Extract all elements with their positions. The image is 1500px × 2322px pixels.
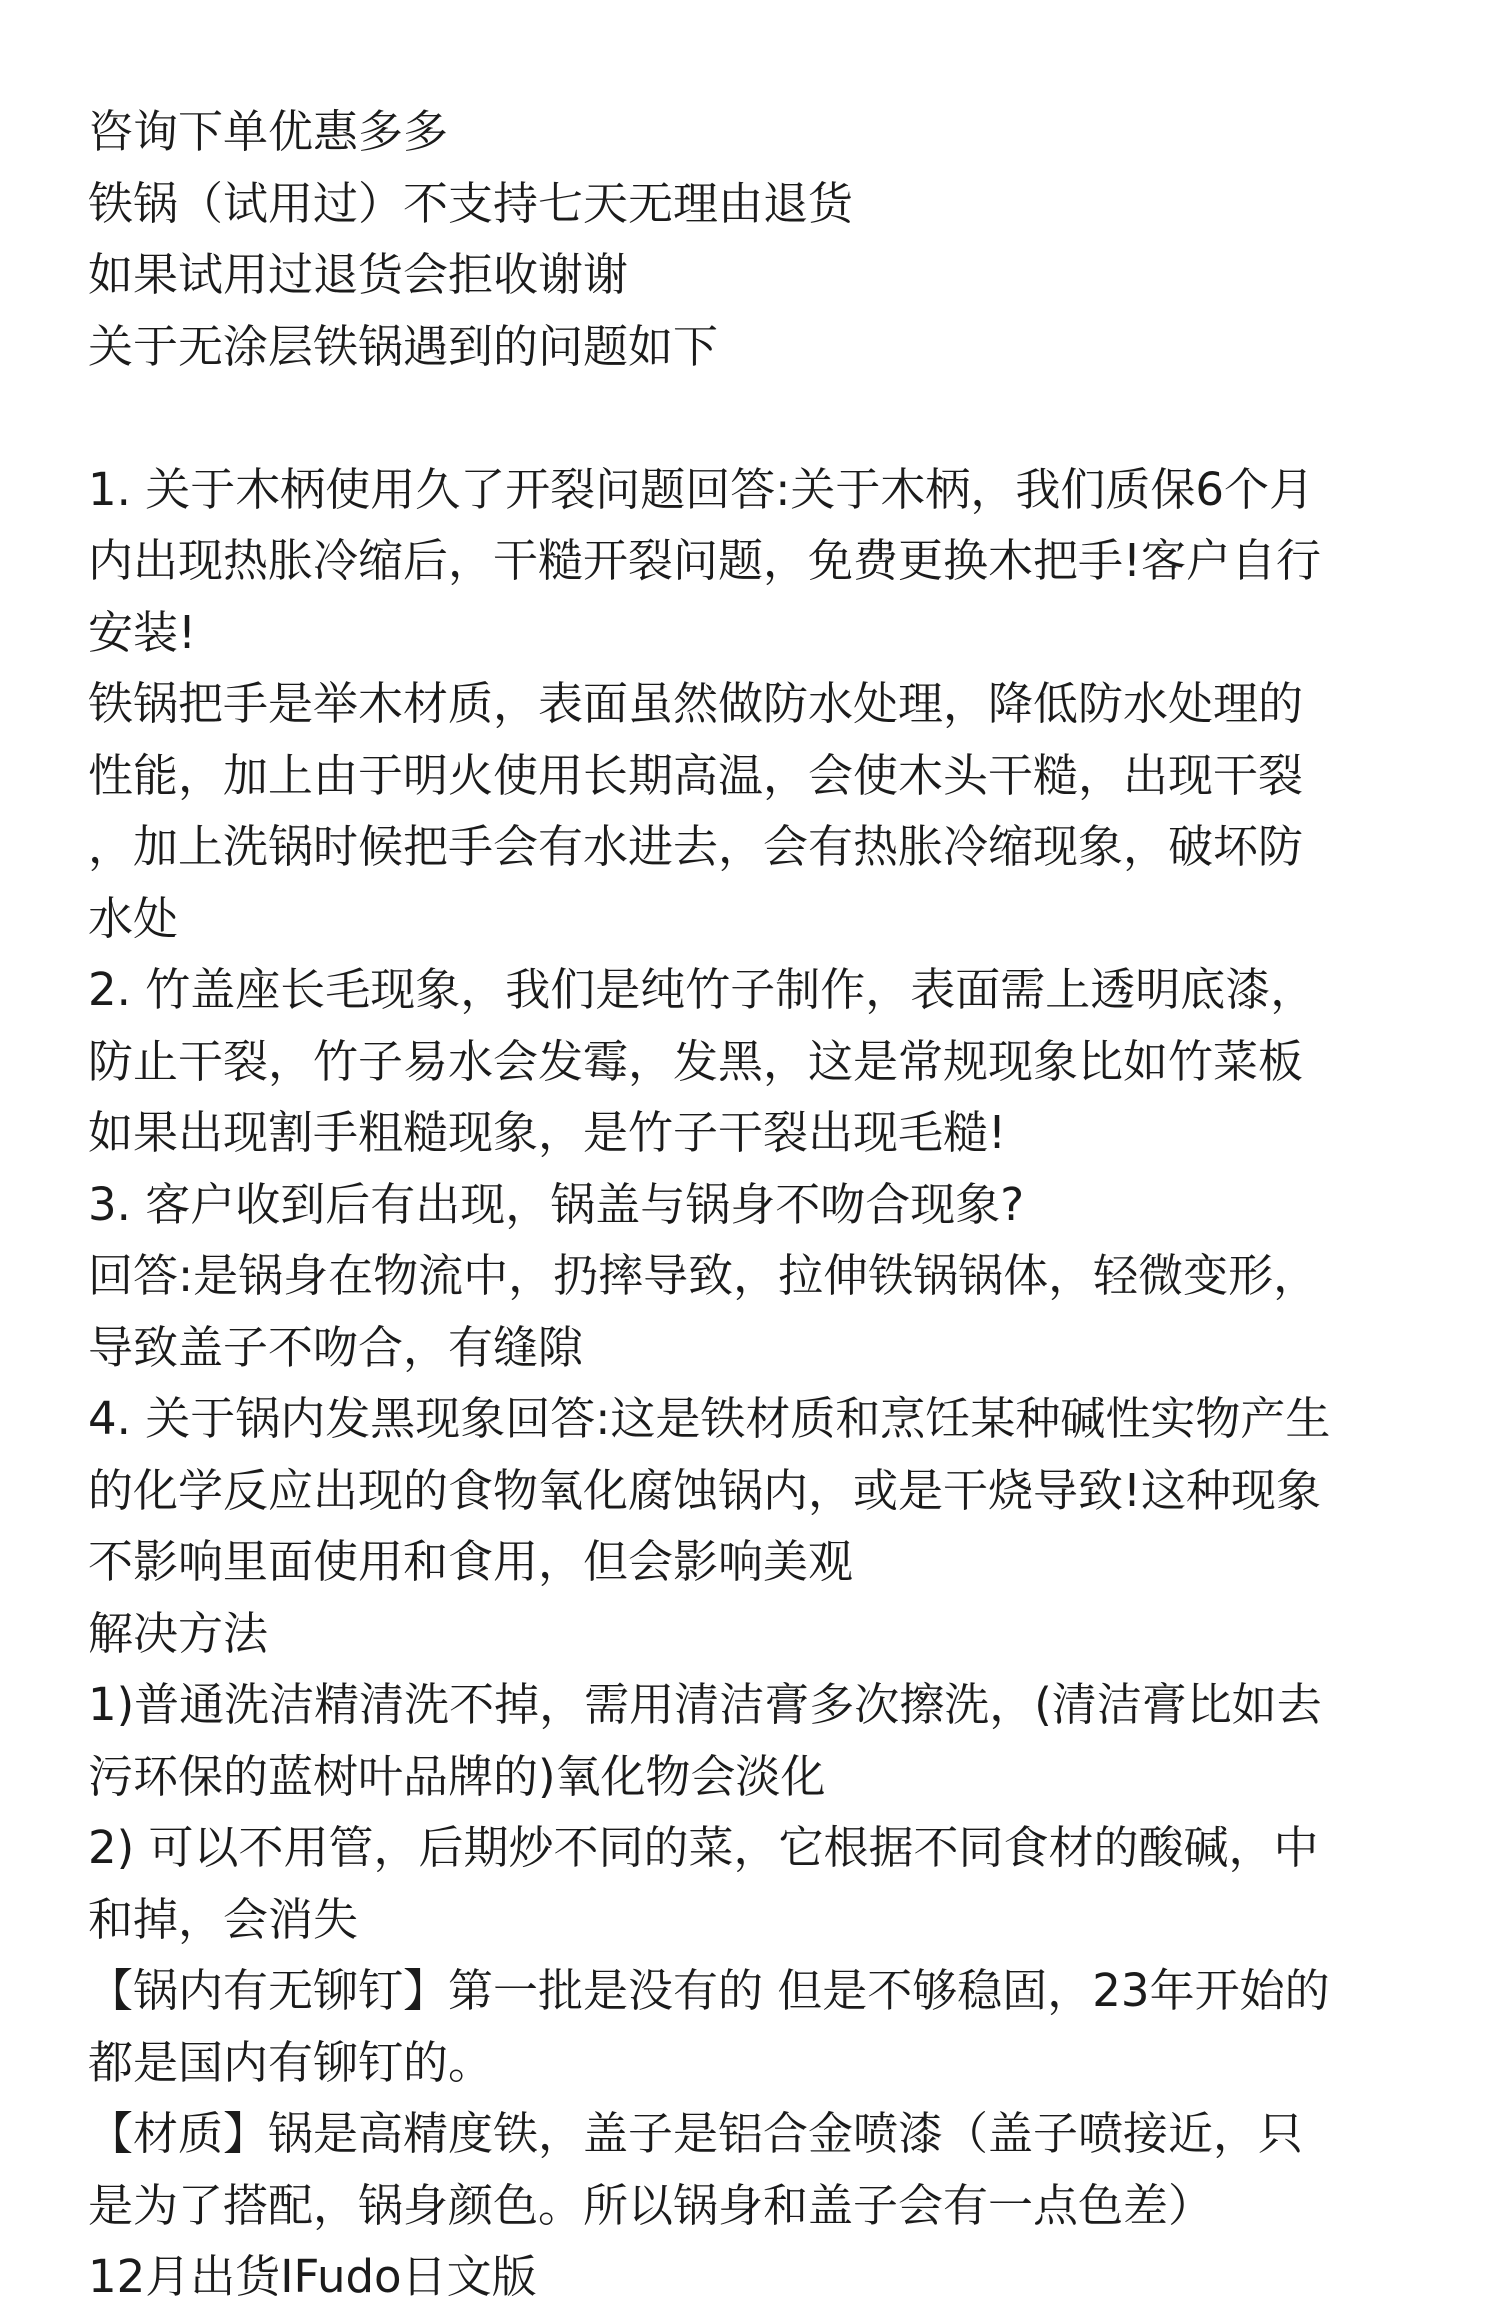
text-line: 的化学反应出现的食物氧化腐蚀锅内，或是干烧导致!这种现象 (88, 1463, 1322, 1517)
text-line: 污环保的蓝树叶品牌的)氧化物会淡化 (88, 1749, 826, 1803)
text-line: 12月出货IFudo日文版 (88, 2250, 537, 2303)
text-line: 安装! (88, 605, 197, 659)
text-line: 如果出现割手粗糙现象，是竹子干裂出现毛糙! (88, 1106, 1007, 1159)
text-line: ，加上洗锅时候把手会有水进去，会有热胀冷缩现象，破坏防 (88, 820, 1304, 873)
text-line: 铁锅（试用过）不支持七天无理由退货 (88, 176, 854, 230)
text-line: 关于无涂层铁锅遇到的问题如下 (88, 319, 719, 373)
text-line: 1)普通洗洁精清洗不掉，需用清洁膏多次擦洗，(清洁膏比如去 (88, 1678, 1322, 1731)
document-text (88, 96, 1428, 2313)
text-line: 【锅内有无铆钉】第一批是没有的 但是不够稳固，23年开始的 (88, 1964, 1330, 2017)
text-line: 如果试用过退货会拒收谢谢 (88, 248, 629, 301)
text-line: 3. 客户收到后有出现，锅盖与锅身不吻合现象? (88, 1177, 1025, 1231)
text-line: 【材质】锅是高精度铁，盖子是铝合金喷漆（盖子喷接近，只 (88, 2107, 1304, 2160)
text-line: 是为了搭配，锅身颜色。所以锅身和盖子会有一点色差） (88, 2178, 1214, 2232)
text-line: 不影响里面使用和食用，但会影响美观 (88, 1535, 854, 1588)
text-line: 2) 可以不用管，后期炒不同的菜，它根据不同食材的酸碱，中 (88, 1821, 1319, 1874)
text-line: 性能，加上由于明火使用长期高温，会使木头干糙，出现干裂 (88, 748, 1304, 802)
text-line: 和掉，会消失 (88, 1892, 359, 1946)
text-line: 导致盖子不吻合，有缝隙 (88, 1320, 584, 1374)
text-line: 内出现热胀冷缩后，干糙开裂问题，免费更换木把手!客户自行 (88, 534, 1322, 587)
text-line: 4. 关于锅内发黑现象回答:这是铁材质和烹饪某种碱性实物产生 (88, 1392, 1331, 1445)
text-line: 回答:是锅身在物流中，扔摔导致，拉伸铁锅锅体，轻微变形， (88, 1249, 1319, 1302)
text-line: 咨询下单优惠多多 (88, 105, 449, 158)
blank-line (88, 382, 1428, 454)
text-line: 都是国内有铆钉的。 (88, 2035, 494, 2089)
text-line: 水处 (88, 891, 179, 945)
text-line: 防止干裂，竹子易水会发霉，发黑，这是常规现象比如竹菜板 (88, 1034, 1304, 1088)
text-line: 1. 关于木柄使用久了开裂问题回答:关于木柄，我们质保6个月 (88, 462, 1315, 516)
text-line: 2. 竹盖座长毛现象，我们是纯竹子制作，表面需上透明底漆， (88, 963, 1316, 1016)
text-line: 铁锅把手是举木材质，表面虽然做防水处理，降低防水处理的 (88, 677, 1304, 730)
text-line: 解决方法 (88, 1606, 269, 1660)
